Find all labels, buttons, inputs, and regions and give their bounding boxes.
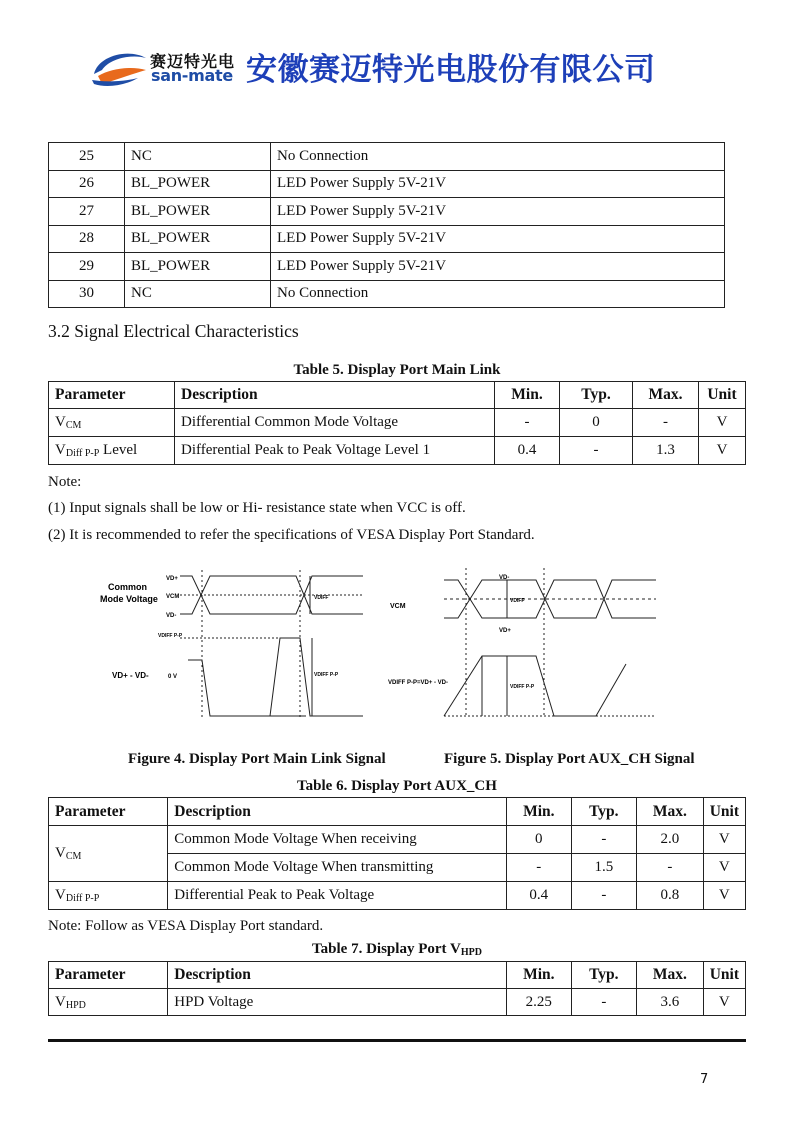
desc-cell: HPD Voltage [168, 989, 507, 1016]
table7 [48, 961, 746, 1016]
unit-cell: V [703, 989, 745, 1016]
pin-description: LED Power Supply 5V-21V [271, 253, 725, 281]
pin-number: 27 [49, 198, 125, 226]
table-header-row [49, 962, 746, 989]
header-max: Max. [637, 962, 704, 989]
param-cell: $V_{Diff P-P}$ Level [49, 437, 175, 465]
header-unit: Unit [703, 798, 745, 826]
note-item: (1) Input signals shall be low or Hi- resistance state when VCC is off. [48, 500, 466, 516]
table-row [49, 280, 725, 308]
header-description: Description [168, 962, 507, 989]
typ-cell: - [571, 989, 637, 1016]
desc-cell: Differential Peak to Peak Voltage [168, 882, 507, 910]
fig5-vd-plus: VD+ [499, 628, 511, 634]
pin-number: 26 [49, 170, 125, 198]
header-description: Description [175, 382, 495, 409]
header-parameter: Parameter [49, 962, 168, 989]
table-row [49, 989, 746, 1016]
min-cell: 0.4 [495, 437, 560, 465]
section-title: 3.2 Signal Electrical Characteristics [48, 321, 299, 341]
max-cell: - [637, 854, 704, 882]
table-row [49, 170, 725, 198]
pin-description: LED Power Supply 5V-21V [271, 225, 725, 253]
desc-cell: Differential Common Mode Voltage [175, 409, 495, 437]
desc-cell: Common Mode Voltage When transmitting [168, 854, 507, 882]
note-vesa: Note: Follow as VESA Display Port standard. [48, 918, 324, 934]
table-row [49, 826, 746, 854]
fig4-vdp-minus-vdm: VD+ - VD- [112, 671, 149, 680]
pin-number: 29 [49, 253, 125, 281]
pin-symbol: BL_POWER [125, 170, 271, 198]
typ-cell: - [571, 882, 637, 910]
unit-cell: V [703, 854, 745, 882]
param-cell: $V_{CM}$ [49, 409, 175, 437]
table-header-row [49, 382, 746, 409]
param-cell: $V_{HPD}$ [49, 989, 168, 1016]
desc-cell: Common Mode Voltage When receiving [168, 826, 507, 854]
fig5-vdiff: VDIFF [510, 598, 525, 604]
min-cell: - [507, 854, 572, 882]
min-cell: 2.25 [507, 989, 572, 1016]
fig4-vd-plus: VD+ [166, 576, 178, 582]
fig4-vdiff: VDIFF [314, 595, 329, 601]
fig4-vdiffpp-top: VDIFF P-P [158, 633, 183, 639]
logo-swoosh-icon [88, 44, 150, 90]
typ-cell: 0 [560, 409, 633, 437]
max-cell: 2.0 [637, 826, 704, 854]
param-cell: $V_{CM}$ [49, 826, 168, 882]
table-row [49, 409, 746, 437]
typ-cell: - [571, 826, 637, 854]
unit-cell: V [703, 882, 745, 910]
pin-number: 25 [49, 143, 125, 171]
typ-cell: - [560, 437, 633, 465]
table5-caption: Table 5. Display Port Main Link [293, 362, 501, 378]
param-cell: $V_{Diff P-P}$ [49, 882, 168, 910]
table6-caption: Table 6. Display Port AUX_CH [297, 778, 497, 794]
table-row [49, 225, 725, 253]
fig4-vdiffpp-side: VDIFF P-P [314, 672, 339, 678]
header-max: Max. [637, 798, 704, 826]
header-typ: Typ. [560, 382, 633, 409]
table-row [49, 198, 725, 226]
table-row [49, 143, 725, 171]
min-cell: 0 [507, 826, 572, 854]
table-row [49, 882, 746, 910]
logo-english-name: san-mate [151, 66, 233, 85]
fig5-vdiffpp: VDIFF P-P [510, 684, 535, 690]
table5 [48, 381, 746, 465]
min-cell: 0.4 [507, 882, 572, 910]
pin-description: LED Power Supply 5V-21V [271, 170, 725, 198]
header-parameter: Parameter [49, 382, 175, 409]
pin-symbol: NC [125, 280, 271, 308]
figure4-diagram [98, 568, 370, 720]
max-cell: 0.8 [637, 882, 704, 910]
pin-description: No Connection [271, 143, 725, 171]
desc-cell: Differential Peak to Peak Voltage Level 1 [175, 437, 495, 465]
pin-symbol: BL_POWER [125, 253, 271, 281]
fig4-zero-v: 0 V [168, 674, 178, 680]
figure5-caption: Figure 5. Display Port AUX_CH Signal [444, 751, 695, 767]
unit-cell: V [699, 409, 746, 437]
footer-rule [48, 1039, 746, 1042]
company-name: 安徽赛迈特光电股份有限公司 [246, 52, 656, 88]
figure5-diagram [386, 568, 658, 720]
max-cell: 1.3 [633, 437, 699, 465]
table-row [49, 253, 725, 281]
pin-description: LED Power Supply 5V-21V [271, 198, 725, 226]
pin-table [48, 142, 725, 308]
header-typ: Typ. [571, 798, 637, 826]
header-min: Min. [507, 962, 572, 989]
table-row [49, 437, 746, 465]
fig5-vdiffpp-eq: VDIFF P-P=VD+ - VD- [388, 680, 449, 686]
header-unit: Unit [703, 962, 745, 989]
pin-symbol: BL_POWER [125, 225, 271, 253]
header-parameter: Parameter [49, 798, 168, 826]
fig5-vd-minus: VD- [499, 575, 510, 581]
table-header-row [49, 798, 746, 826]
table6 [48, 797, 746, 910]
fig4-vcm: VCM [166, 594, 180, 600]
pin-number: 28 [49, 225, 125, 253]
pin-symbol: NC [125, 143, 271, 171]
note-item: (2) It is recommended to refer the specifications of VESA Display Port Standard. [48, 527, 535, 543]
pin-number: 30 [49, 280, 125, 308]
max-cell: - [633, 409, 699, 437]
figure4-caption: Figure 4. Display Port Main Link Signal [128, 751, 386, 767]
header-min: Min. [495, 382, 560, 409]
pin-description: No Connection [271, 280, 725, 308]
table7-caption: Table 7. Display Port $V_{HPD}$ [312, 941, 482, 958]
header-max: Max. [633, 382, 699, 409]
max-cell: 3.6 [637, 989, 704, 1016]
unit-cell: V [699, 437, 746, 465]
fig4-vd-minus: VD- [166, 613, 177, 619]
page-number: 7 [700, 1072, 709, 1087]
header-typ: Typ. [571, 962, 637, 989]
note-label: Note: [48, 474, 82, 490]
unit-cell: V [703, 826, 745, 854]
logo-chinese-name: 赛迈特光电 [150, 52, 236, 71]
fig5-vcm: VCM [390, 603, 406, 610]
fig4-label-common: Common [108, 582, 147, 592]
header-unit: Unit [699, 382, 746, 409]
header-description: Description [168, 798, 507, 826]
min-cell: - [495, 409, 560, 437]
typ-cell: 1.5 [571, 854, 637, 882]
header-min: Min. [507, 798, 572, 826]
fig4-label-mode: Mode Voltage [100, 594, 158, 604]
pin-symbol: BL_POWER [125, 198, 271, 226]
